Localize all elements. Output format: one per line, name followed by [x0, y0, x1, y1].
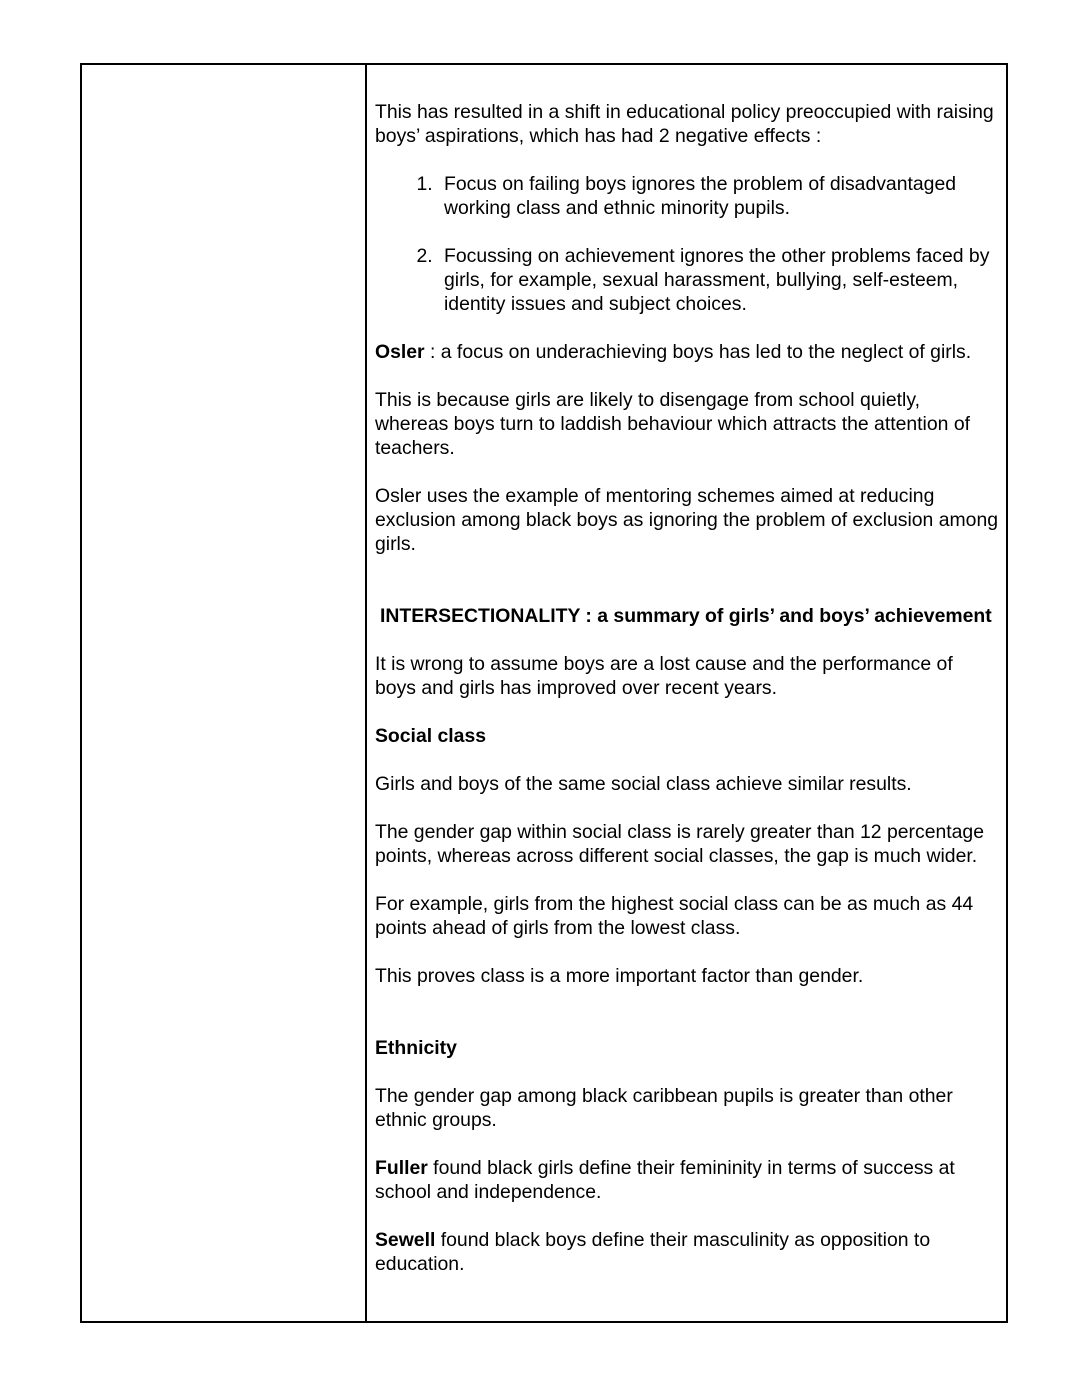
- effects-list: [375, 172, 998, 316]
- osler-example: Osler uses the example of mentoring schemes aimed at reducing exclusion among black boys as ignoring the problem of exclusion among girls.: [375, 485, 999, 555]
- left-column: [82, 65, 367, 1321]
- intersectionality-heading: INTERSECTIONALITY : a summary of girls’ and boys’ achievement: [380, 605, 992, 627]
- sewell-text: found black boys define their masculinity as opposition to education.: [375, 1229, 931, 1275]
- fuller-name: Fuller: [375, 1157, 428, 1179]
- intersectionality-intro: It is wrong to assume boys are a lost cause and the performance of boys and girls has improved over recent years.: [375, 653, 953, 699]
- social-class-p2: The gender gap within social class is rarely greater than 12 percentage points, whereas across different social classes, the gap is much wider.: [375, 821, 984, 867]
- osler-name: Osler: [375, 341, 425, 363]
- sewell-name: Sewell: [375, 1229, 436, 1251]
- ethnicity-heading: Ethnicity: [375, 1037, 457, 1059]
- notes-table: [80, 63, 1008, 1323]
- ethnicity-p1: The gender gap among black caribbean pupils is greater than other ethnic groups.: [375, 1085, 953, 1131]
- social-class-p3: For example, girls from the highest social class can be as much as 44 points ahead of girls from the lowest class.: [375, 893, 974, 939]
- osler-reason: This is because girls are likely to disengage from school quietly, whereas boys turn to laddish behaviour which attracts the attention of teachers.: [375, 389, 970, 459]
- notes-content: [375, 100, 998, 1300]
- intro-paragraph: This has resulted in a shift in educational policy preoccupied with raising boys’ aspirations, which has had 2 negative effects :: [375, 101, 994, 147]
- sewell-paragraph: [375, 1228, 998, 1276]
- social-class-heading: Social class: [375, 725, 487, 747]
- osler-claim: [375, 340, 998, 364]
- osler-claim-text: : a focus on underachieving boys has led to the neglect of girls.: [424, 341, 972, 363]
- list-item: 1. Focus on failing boys ignores the problem of disadvantaged working class and ethnic minority pupils.: [438, 172, 998, 220]
- right-column: [367, 65, 1006, 1321]
- social-class-p4: This proves class is a more important factor than gender.: [375, 965, 864, 987]
- social-class-p1: Girls and boys of the same social class achieve similar results.: [375, 773, 912, 795]
- list-item: 2. Focussing on achievement ignores the other problems faced by girls, for example, sexual harassment, bullying, self-esteem, identity issues and subject choices.: [438, 244, 998, 316]
- fuller-text: found black girls define their femininity in terms of success at school and independence.: [375, 1157, 955, 1203]
- fuller-paragraph: [375, 1156, 998, 1204]
